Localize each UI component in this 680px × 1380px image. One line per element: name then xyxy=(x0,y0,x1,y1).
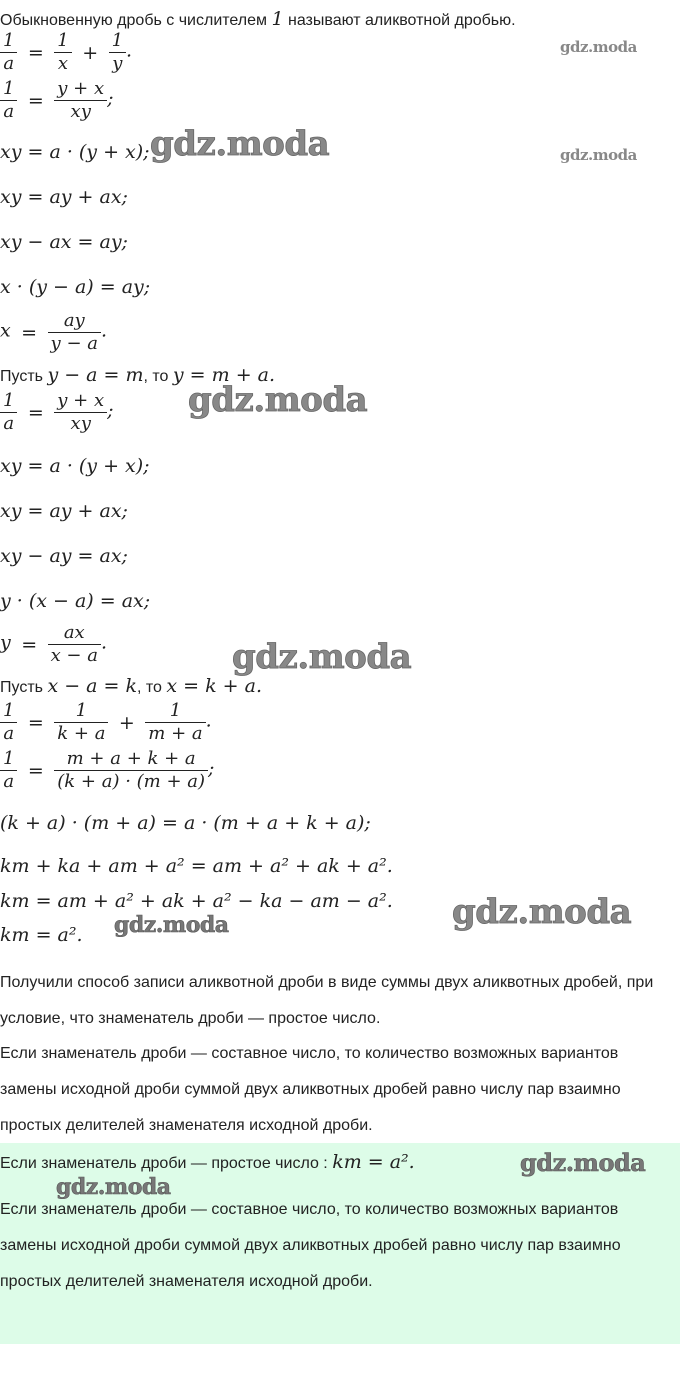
equation-7: x = $\frac{ay}{y - a}$ . xyxy=(0,310,108,354)
answer-line-1: Если знаменатель дроби — простое число : km = a². xyxy=(0,1151,415,1173)
conclusion-paragraph: Получили способ записи аликвотной дроби в виде суммы двух аликвотных дробей, при условие, что знаменатель дроби — простое число. xyxy=(0,974,654,1027)
watermark: gdz.moda xyxy=(520,1148,646,1177)
equation-14: $\frac{1}{a}$ = $\frac{1}{k + a}$ + $\frac{1}{m + a}$ . xyxy=(0,700,212,745)
equation-12: y · (x − a) = ax; xyxy=(0,590,151,612)
watermark: gdz.moda xyxy=(232,637,412,677)
watermark: gdz.moda xyxy=(188,380,368,420)
composite-paragraph: Если знаменатель дроби — составное число, то количество возможных вариантов замены исходной дроби суммой двух аликвотных дробей равно числу пар взаимно простых делителей знаменателя исходной дроби. xyxy=(0,1045,621,1134)
equation-3: xy = a · (y + x); xyxy=(0,141,150,163)
watermark: gdz.moda xyxy=(560,146,637,164)
equation-15: $\frac{1}{a}$ = $\frac{m + a + k + a}{(k + a) \cdot (m + a)}$ ; xyxy=(0,748,214,793)
equation-11: xy − ay = ax; xyxy=(0,545,128,567)
equation-9: xy = a · (y + x); xyxy=(0,455,150,477)
watermark: gdz.moda xyxy=(452,892,632,932)
equation-10: xy = ay + ax; xyxy=(0,500,128,522)
equation-2: $\frac{1}{a}$ = $\frac{y + x}{xy}$ ; xyxy=(0,78,114,123)
answer-paragraph: Если знаменатель дроби — составное число, то количество возможных вариантов замены исходной дроби суммой двух аликвотных дробей равно числу пар взаимно простых делителей знаменателя исходной дроби. xyxy=(0,1201,621,1290)
substitution-2: Пусть x − a = k, то x = k + a. xyxy=(0,675,262,697)
intro-line: Обыкновенную дробь с числителем 1 называют аликвотной дробью. xyxy=(0,8,516,30)
substitution-1: Пусть y − a = m, то y = m + a. xyxy=(0,364,276,386)
equation-13: y = $\frac{ax}{x - a}$ . xyxy=(0,622,108,666)
equation-16: (k + a) · (m + a) = a · (m + a + k + a); xyxy=(0,812,371,834)
equation-18: km = am + a² + ak + a² − ka − am − a². xyxy=(0,890,393,912)
equation-8: $\frac{1}{a}$ = $\frac{y + x}{xy}$ ; xyxy=(0,390,114,435)
equation-19: km = a². xyxy=(0,924,83,946)
watermark: gdz.moda xyxy=(150,124,330,164)
watermark: gdz.moda xyxy=(56,1174,171,1200)
equation-5: xy − ax = ay; xyxy=(0,231,128,253)
equation-1: $\frac{1}{a}$ = $\frac{1}{x}$ + $\frac{1}{y}$ . xyxy=(0,30,132,75)
watermark: gdz.moda xyxy=(560,38,637,56)
equation-17: km + ka + am + a² = am + a² + ak + a². xyxy=(0,855,393,877)
watermark: gdz.moda xyxy=(114,912,229,938)
equation-6: x · (y − a) = ay; xyxy=(0,276,151,298)
equation-4: xy = ay + ax; xyxy=(0,186,128,208)
